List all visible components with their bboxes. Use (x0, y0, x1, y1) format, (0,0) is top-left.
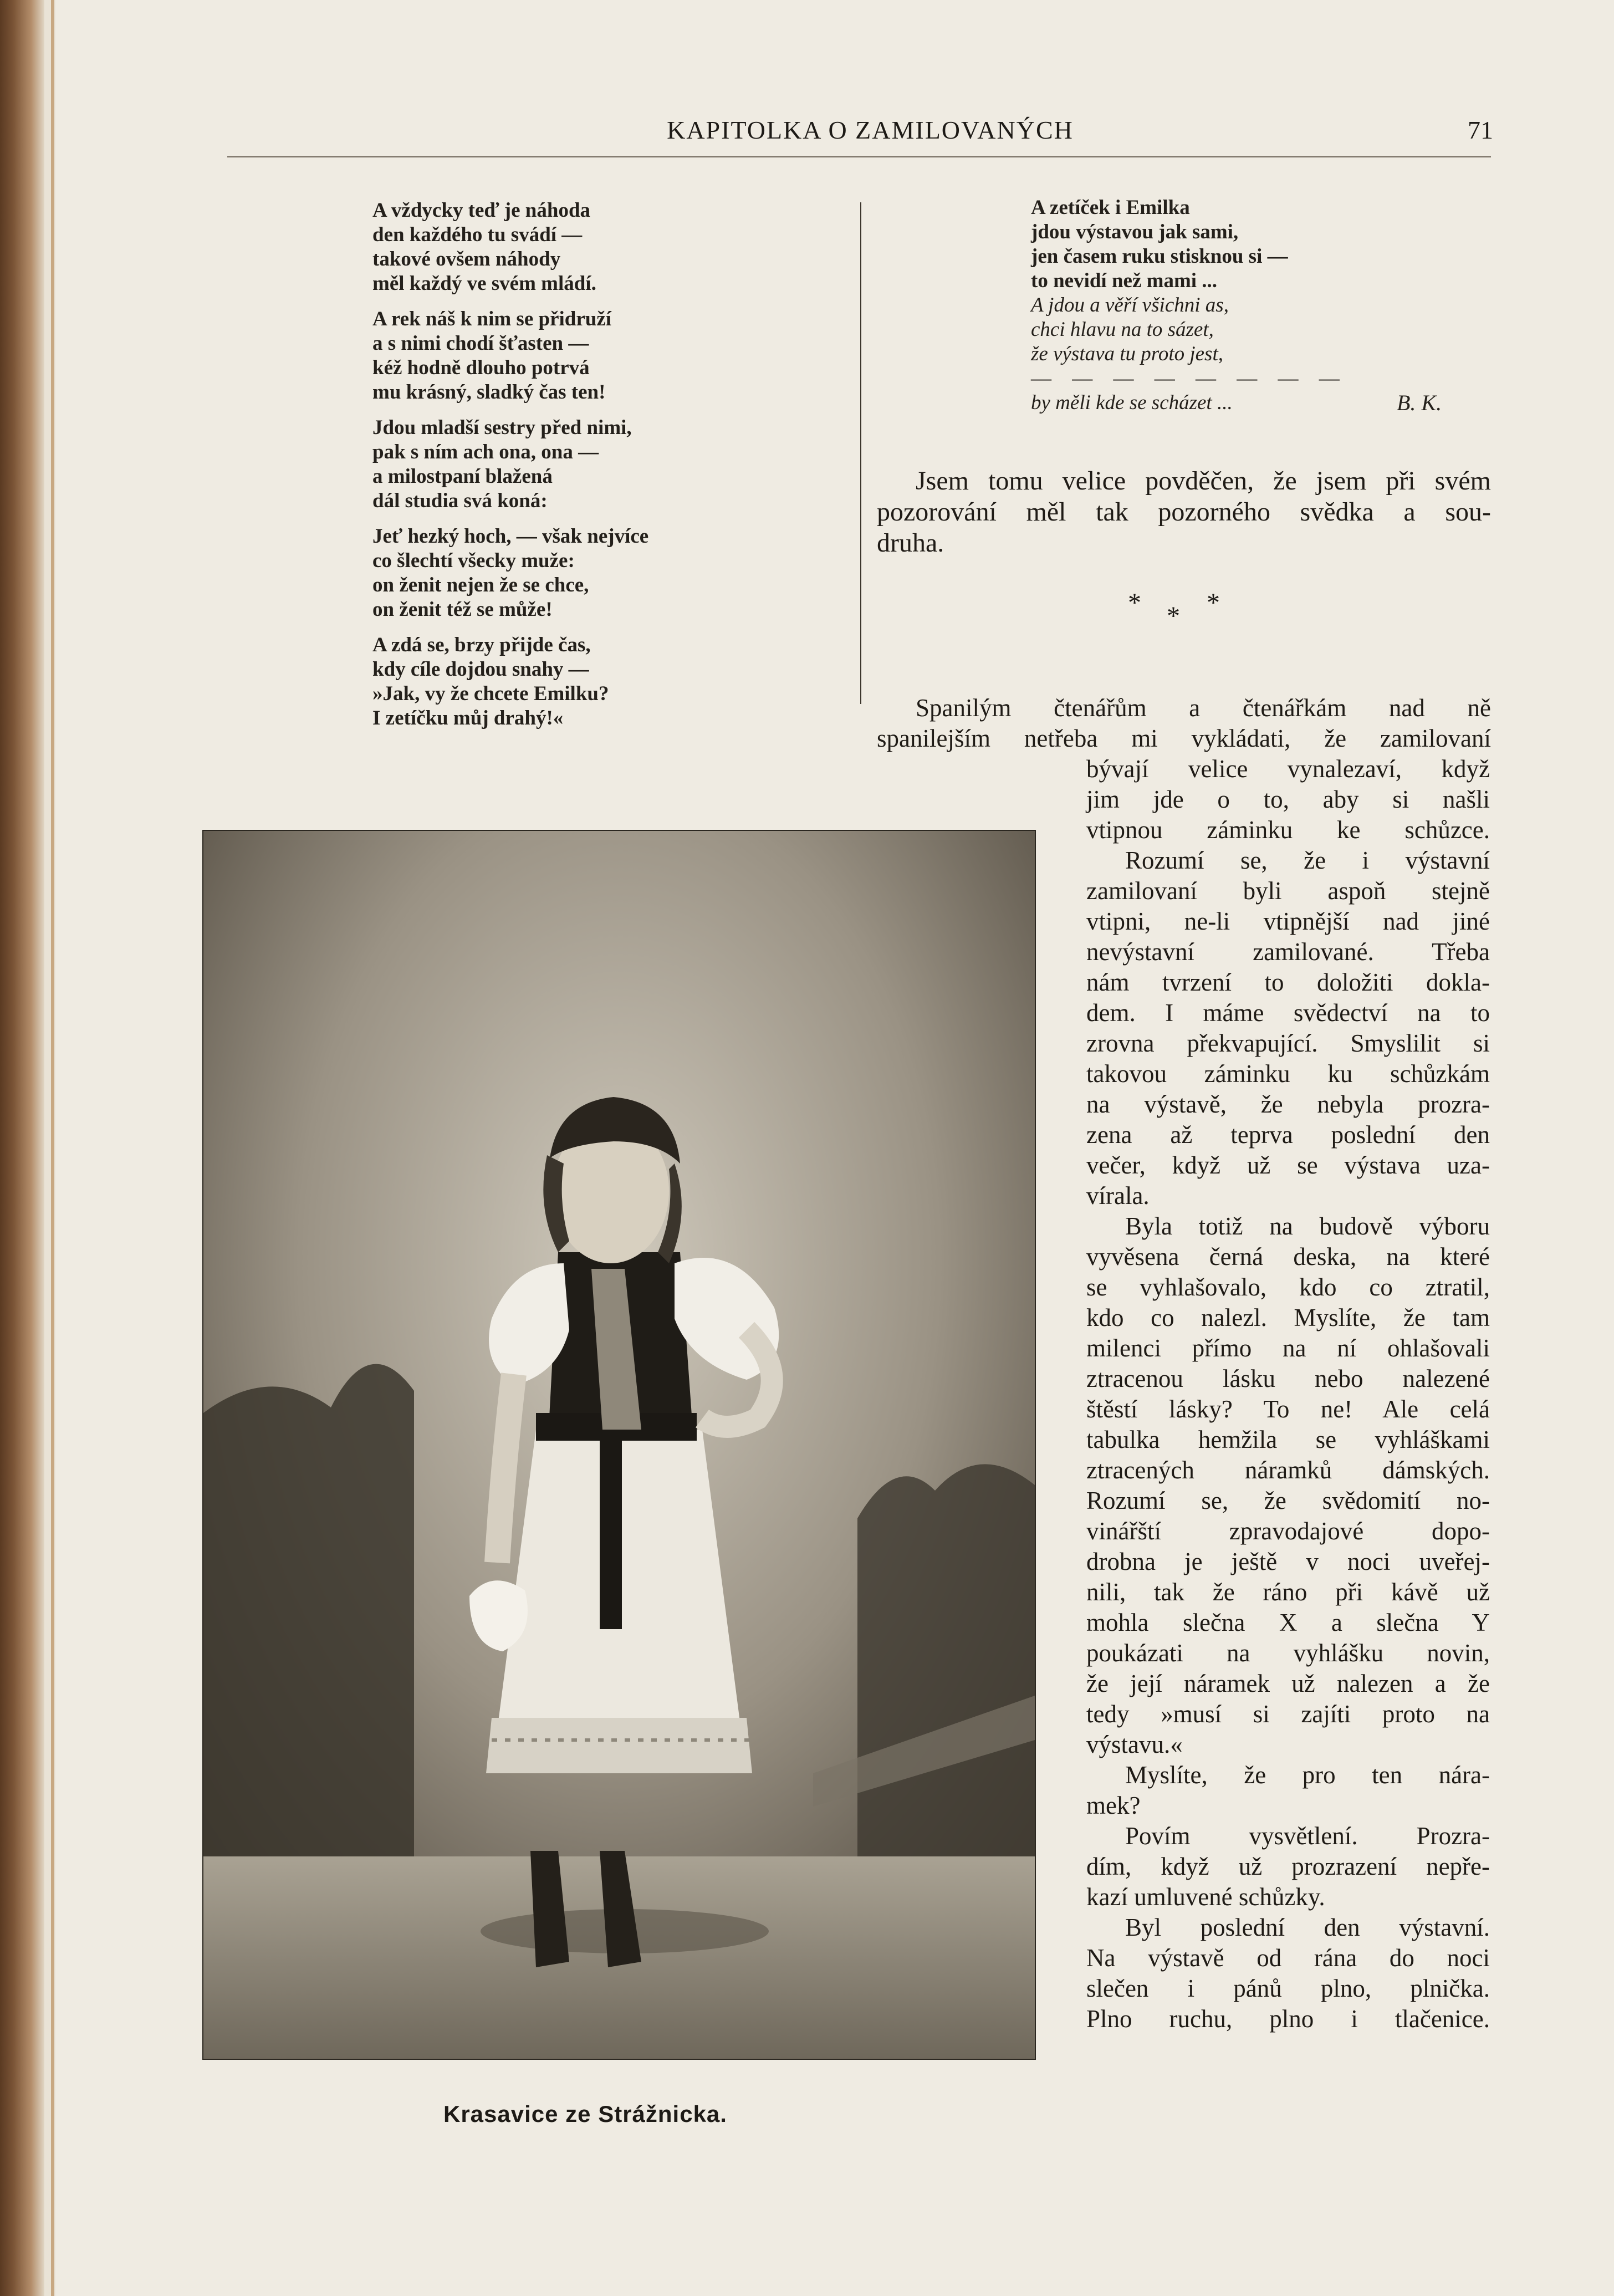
text-line: nili, tak že ráno při kávě už (1086, 1578, 1490, 1606)
poem-line: A rek náš k nim se přidruží (372, 308, 612, 330)
asterisk: * (1128, 588, 1141, 618)
poem-stanza (372, 416, 648, 513)
poem-stanza (372, 307, 648, 405)
text-line: nevýstavní zamilované. Třeba (1086, 938, 1490, 966)
book-spine-shadow (0, 0, 44, 2296)
poem-line: dál studia svá koná: (372, 489, 548, 512)
poem-line: I zetíčku můj drahý!« (372, 707, 564, 729)
text-line: vírala. (1086, 1182, 1150, 1210)
poem-line: kdy cíle dojdou snahy — (372, 658, 589, 681)
text-line: Byla totiž na budově výboru (1125, 1212, 1490, 1240)
asterisk: * (1167, 601, 1180, 631)
poem-line: »Jak, vy že chcete Emilku? (372, 682, 609, 705)
text-line: že její náramek už nalezen a že (1086, 1670, 1490, 1697)
text-line: takovou záminku ku schůzkám (1086, 1060, 1490, 1088)
text-line: Plno ruchu, plno i tlačenice. (1086, 2005, 1490, 2033)
text-line: Rozumí se, že svědomití no- (1086, 1487, 1490, 1514)
text-line: tedy »musí si zajíti proto na (1086, 1700, 1490, 1728)
poem-italic-line: chci hlavu na to sázet, (1031, 318, 1214, 341)
poem-italic-line: A jdou a věří všichni as, (1031, 294, 1229, 317)
text-line: tabulka hemžila se vyhláškami (1086, 1426, 1490, 1453)
dash-line: — — — — — — — — (1031, 367, 1347, 390)
text-line: jim jde o to, aby si našli (1086, 785, 1490, 813)
text-line: bývají velice vynalezaví, když (1086, 755, 1490, 783)
page-edge (51, 0, 54, 2296)
poem-closing-line (1031, 391, 1474, 415)
poem-line: pak s ním ach ona, ona — (372, 441, 599, 463)
running-header: KAPITOLKA O ZAMILOVANÝCH (667, 116, 1074, 144)
poem-line: a s nimi chodí šťasten — (372, 332, 589, 355)
text-line: Spanilým čtenářům a čtenářkám nad ně (916, 694, 1491, 722)
paragraph-intro (877, 693, 1491, 754)
poem-line: takové ovšem náhody (372, 248, 561, 271)
text-line: mohla slečna X a slečna Y (1086, 1609, 1490, 1636)
text-line: ztracenou lásku nebo nalezené (1086, 1365, 1490, 1392)
text-line: dím, když už prozrazení nepře- (1086, 1853, 1490, 1880)
text-line: dem. I máme svědectví na to (1086, 999, 1490, 1027)
text-line: Povím vysvětlení. Prozra- (1125, 1822, 1490, 1850)
text-line: Myslíte, že pro ten nára- (1125, 1761, 1490, 1789)
poem-line: Jeť hezký hoch, — však nejvíce (372, 525, 649, 548)
poem-line: co šlechtí všecky muže: (372, 549, 575, 572)
poem-line: mu krásný, sladký čas ten! (372, 381, 606, 404)
page-number: 71 (1468, 116, 1493, 144)
text-line: mek? (1086, 1792, 1141, 1819)
poem-stanza (372, 633, 648, 731)
text-line: kazí umluvené schůzky. (1086, 1883, 1325, 1911)
poem-stanza (372, 524, 648, 622)
text-line: večer, když už se výstava uza- (1086, 1151, 1490, 1179)
poem-line: jen časem ruku stisknou si — (1031, 245, 1288, 268)
text-line: nám tvrzení to doložiti doklа- (1086, 968, 1490, 996)
photo-caption: Krasavice ze Strážnicka. (443, 2101, 727, 2127)
poem-line: den každého tu svádí — (372, 223, 583, 246)
column-divider (860, 202, 861, 704)
poem-last-line: by měli kde se scházet ... (1031, 391, 1233, 414)
poem-line: kéž hodně dlouho potrvá (372, 356, 590, 379)
asterisk: * (1207, 588, 1220, 618)
portrait-photograph (202, 830, 1036, 2060)
poem-left-column (372, 198, 648, 742)
text-line: Byl poslední den výstavní. (1125, 1914, 1490, 1941)
text-line: druha. (877, 528, 944, 558)
text-line: kdo co nalezl. Myslíte, že tam (1086, 1304, 1490, 1331)
poem-line: A vždycky teď je náhoda (372, 199, 591, 222)
text-line: na výstavě, že nebyla prozra- (1086, 1090, 1490, 1118)
poem-line: on ženit nejen že se chce, (372, 574, 589, 596)
poem-line: měl každý ve svém mládí. (372, 272, 596, 295)
text-line: slečen i pánů plno, plnička. (1086, 1974, 1490, 2002)
poem-line: Jdou mladší sestry před nimi, (372, 416, 632, 439)
header-rule (227, 156, 1491, 157)
paragraph-main (1086, 754, 1490, 2034)
text-line: se vyhlašovalo, kdo co ztratil, (1086, 1273, 1490, 1301)
text-line: štěstí lásky? To ne! Ale celá (1086, 1395, 1490, 1423)
text-line: ztracených náramků dámských. (1086, 1456, 1490, 1484)
portrait-illustration (203, 831, 1035, 2059)
poem-line: jdou výstavou jak sami, (1031, 221, 1239, 243)
poem-line: to nevidí než mami ... (1031, 269, 1218, 292)
text-line: zrovna překvapující. Smyslilit si (1086, 1029, 1490, 1057)
poem-right-column (1031, 196, 1474, 415)
poem-italic-line: že výstava tu proto jest, (1031, 343, 1223, 365)
poem-line: A zdá se, brzy přijde čas, (372, 634, 591, 656)
text-line: Na výstavě od rána do noci (1086, 1944, 1490, 1972)
text-line: vinářští zpravodajové dopo- (1086, 1517, 1490, 1545)
text-line: drobna je ještě v noci uveřej- (1086, 1548, 1490, 1575)
text-line: zamilovaní byli aspoň stejně (1086, 877, 1490, 905)
text-line: zena až teprva poslední den (1086, 1121, 1490, 1149)
text-line: poukázati na vyhlášku novin, (1086, 1639, 1490, 1667)
poem-line: a milostpaní blažená (372, 465, 553, 488)
text-line: vyvěsena černá deska, na které (1086, 1243, 1490, 1271)
text-line: Rozumí se, že i výstavní (1125, 846, 1490, 874)
text-line: Jsem tomu velice povděčen, že jsem při svém (916, 466, 1491, 496)
text-line: vtipnou záminku ke schůzce. (1086, 816, 1490, 844)
text-line: výstavu.« (1086, 1731, 1183, 1758)
poem-line: on ženit též se může! (372, 598, 553, 621)
text-line: spanilejším netřeba mi vykládati, že zamilovaní (877, 724, 1491, 752)
poem-stanza (372, 198, 648, 296)
paragraph-thanks (877, 466, 1491, 559)
poem-line: A zetíček i Emilka (1031, 196, 1190, 219)
text-line: vtipni, ne-li vtipnější nad jiné (1086, 907, 1490, 935)
text-line: milenci přímo na ní ohlašovali (1086, 1334, 1490, 1362)
book-page (55, 0, 1614, 2296)
author-initials: B. K. (1397, 390, 1442, 415)
text-line: pozorování měl tak pozorného svědka a sou- (877, 497, 1491, 527)
